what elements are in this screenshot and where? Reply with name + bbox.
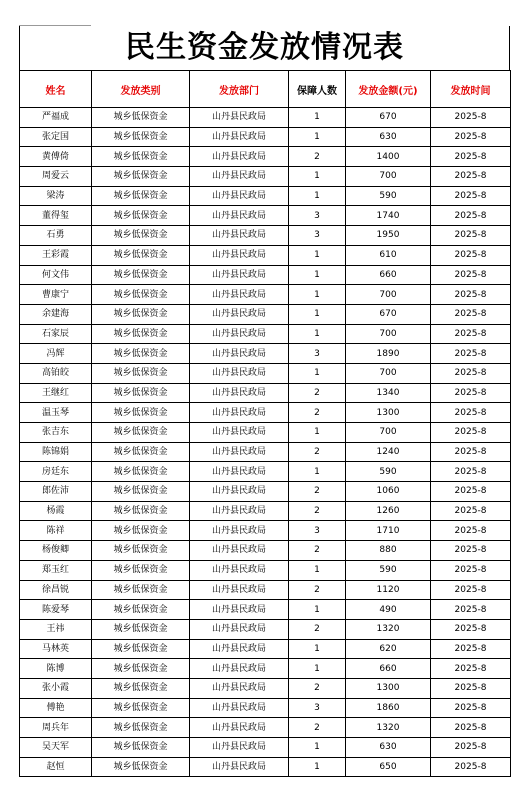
cell-people-count: 2 — [289, 147, 346, 167]
table-row — [20, 363, 511, 383]
cell-department: 山丹县民政局 — [190, 678, 289, 698]
cell-department: 山丹县民政局 — [190, 738, 289, 758]
cell-amount: 610 — [346, 245, 431, 265]
cell-category: 城乡低保资金 — [92, 403, 190, 423]
cell-department: 山丹县民政局 — [190, 619, 289, 639]
cell-people-count: 2 — [289, 718, 346, 738]
cell-name: 温玉琴 — [20, 403, 92, 423]
header-name: 姓名 — [20, 71, 92, 108]
cell-department: 山丹县民政局 — [190, 698, 289, 718]
cell-category: 城乡低保资金 — [92, 383, 190, 403]
cell-department: 山丹县民政局 — [190, 560, 289, 580]
cell-category: 城乡低保资金 — [92, 639, 190, 659]
cell-name: 王彩霞 — [20, 245, 92, 265]
cell-date: 2025-8 — [431, 403, 511, 423]
table-row — [20, 738, 511, 758]
cell-date: 2025-8 — [431, 206, 511, 226]
cell-name: 陈爱琴 — [20, 600, 92, 620]
cell-amount: 1860 — [346, 698, 431, 718]
cell-date: 2025-8 — [431, 757, 511, 777]
cell-people-count: 2 — [289, 678, 346, 698]
cell-amount: 1950 — [346, 226, 431, 246]
cell-name: 杨俊卿 — [20, 541, 92, 561]
cell-department: 山丹县民政局 — [190, 265, 289, 285]
cell-name: 石家辰 — [20, 324, 92, 344]
cell-people-count: 1 — [289, 127, 346, 147]
cell-department: 山丹县民政局 — [190, 226, 289, 246]
table-row — [20, 127, 511, 147]
cell-department: 山丹县民政局 — [190, 285, 289, 305]
cell-date: 2025-8 — [431, 541, 511, 561]
cell-date: 2025-8 — [431, 245, 511, 265]
table-row — [20, 285, 511, 305]
cell-date: 2025-8 — [431, 285, 511, 305]
cell-amount: 700 — [346, 285, 431, 305]
cell-amount: 660 — [346, 659, 431, 679]
cell-department: 山丹县民政局 — [190, 718, 289, 738]
cell-department: 山丹县民政局 — [190, 639, 289, 659]
cell-name: 周兵年 — [20, 718, 92, 738]
table-body — [20, 108, 511, 777]
cell-date: 2025-8 — [431, 265, 511, 285]
cell-category: 城乡低保资金 — [92, 698, 190, 718]
table-row — [20, 757, 511, 777]
cell-category: 城乡低保资金 — [92, 147, 190, 167]
cell-name: 郑玉红 — [20, 560, 92, 580]
cell-category: 城乡低保资金 — [92, 265, 190, 285]
cell-department: 山丹县民政局 — [190, 304, 289, 324]
cell-date: 2025-8 — [431, 127, 511, 147]
cell-date: 2025-8 — [431, 738, 511, 758]
cell-name: 石勇 — [20, 226, 92, 246]
cell-department: 山丹县民政局 — [190, 167, 289, 187]
cell-people-count: 2 — [289, 619, 346, 639]
cell-people-count: 1 — [289, 738, 346, 758]
cell-people-count: 3 — [289, 344, 346, 364]
cell-amount: 670 — [346, 304, 431, 324]
cell-category: 城乡低保资金 — [92, 738, 190, 758]
cell-category: 城乡低保资金 — [92, 206, 190, 226]
cell-name: 郎佐沛 — [20, 482, 92, 502]
cell-amount: 1120 — [346, 580, 431, 600]
cell-people-count: 2 — [289, 403, 346, 423]
cell-category: 城乡低保资金 — [92, 541, 190, 561]
table-row — [20, 186, 511, 206]
cell-amount: 700 — [346, 423, 431, 443]
cell-amount: 1260 — [346, 501, 431, 521]
cell-name: 余建海 — [20, 304, 92, 324]
table-row — [20, 600, 511, 620]
cell-name: 杨霞 — [20, 501, 92, 521]
header-department: 发放部门 — [190, 71, 289, 108]
cell-category: 城乡低保资金 — [92, 560, 190, 580]
cell-people-count: 1 — [289, 757, 346, 777]
cell-department: 山丹县民政局 — [190, 423, 289, 443]
cell-amount: 620 — [346, 639, 431, 659]
cell-people-count: 1 — [289, 265, 346, 285]
table-row — [20, 147, 511, 167]
cell-department: 山丹县民政局 — [190, 324, 289, 344]
cell-people-count: 1 — [289, 560, 346, 580]
table-row — [20, 619, 511, 639]
cell-category: 城乡低保资金 — [92, 127, 190, 147]
cell-name: 黄傅倚 — [20, 147, 92, 167]
cell-date: 2025-8 — [431, 344, 511, 364]
cell-department: 山丹县民政局 — [190, 757, 289, 777]
cell-amount: 880 — [346, 541, 431, 561]
cell-amount: 590 — [346, 186, 431, 206]
cell-amount: 1300 — [346, 403, 431, 423]
table-row — [20, 560, 511, 580]
cell-category: 城乡低保资金 — [92, 442, 190, 462]
header-people-count: 保障人数 — [289, 71, 346, 108]
cell-name: 张定国 — [20, 127, 92, 147]
cell-date: 2025-8 — [431, 108, 511, 128]
cell-people-count: 1 — [289, 285, 346, 305]
cell-department: 山丹县民政局 — [190, 580, 289, 600]
cell-people-count: 1 — [289, 659, 346, 679]
cell-date: 2025-8 — [431, 600, 511, 620]
cell-department: 山丹县民政局 — [190, 462, 289, 482]
cell-people-count: 1 — [289, 363, 346, 383]
table-row — [20, 167, 511, 187]
cell-people-count: 2 — [289, 442, 346, 462]
cell-department: 山丹县民政局 — [190, 383, 289, 403]
cell-date: 2025-8 — [431, 226, 511, 246]
cell-name: 房廷东 — [20, 462, 92, 482]
cell-department: 山丹县民政局 — [190, 344, 289, 364]
table-row — [20, 698, 511, 718]
cell-department: 山丹县民政局 — [190, 403, 289, 423]
cell-category: 城乡低保资金 — [92, 423, 190, 443]
cell-category: 城乡低保资金 — [92, 580, 190, 600]
table-row — [20, 482, 511, 502]
cell-department: 山丹县民政局 — [190, 541, 289, 561]
cell-date: 2025-8 — [431, 442, 511, 462]
cell-amount: 1890 — [346, 344, 431, 364]
cell-date: 2025-8 — [431, 482, 511, 502]
cell-department: 山丹县民政局 — [190, 245, 289, 265]
cell-name: 曹康宁 — [20, 285, 92, 305]
cell-name: 吴天军 — [20, 738, 92, 758]
cell-amount: 1320 — [346, 619, 431, 639]
cell-amount: 590 — [346, 560, 431, 580]
table-row — [20, 403, 511, 423]
cell-date: 2025-8 — [431, 501, 511, 521]
cell-name: 周爱云 — [20, 167, 92, 187]
cell-category: 城乡低保资金 — [92, 226, 190, 246]
cell-people-count: 1 — [289, 304, 346, 324]
table-row — [20, 462, 511, 482]
cell-department: 山丹县民政局 — [190, 659, 289, 679]
table-row — [20, 383, 511, 403]
cell-department: 山丹县民政局 — [190, 501, 289, 521]
cell-people-count: 1 — [289, 600, 346, 620]
cell-date: 2025-8 — [431, 363, 511, 383]
table-header-row — [20, 71, 511, 108]
table-row — [20, 245, 511, 265]
cell-department: 山丹县民政局 — [190, 482, 289, 502]
table-row — [20, 678, 511, 698]
cell-category: 城乡低保资金 — [92, 619, 190, 639]
cell-name: 王继红 — [20, 383, 92, 403]
cell-amount: 1710 — [346, 521, 431, 541]
cell-amount: 700 — [346, 363, 431, 383]
table-row — [20, 501, 511, 521]
cell-amount: 490 — [346, 600, 431, 620]
cell-date: 2025-8 — [431, 167, 511, 187]
cell-amount: 660 — [346, 265, 431, 285]
cell-amount: 1400 — [346, 147, 431, 167]
cell-category: 城乡低保资金 — [92, 757, 190, 777]
cell-department: 山丹县民政局 — [190, 442, 289, 462]
cell-date: 2025-8 — [431, 521, 511, 541]
cell-department: 山丹县民政局 — [190, 521, 289, 541]
cell-name: 董得玺 — [20, 206, 92, 226]
cell-date: 2025-8 — [431, 718, 511, 738]
cell-name: 冯辉 — [20, 344, 92, 364]
cell-department: 山丹县民政局 — [190, 363, 289, 383]
cell-category: 城乡低保资金 — [92, 167, 190, 187]
table-row — [20, 718, 511, 738]
cell-date: 2025-8 — [431, 678, 511, 698]
cell-amount: 700 — [346, 324, 431, 344]
cell-people-count: 2 — [289, 580, 346, 600]
cell-amount: 1740 — [346, 206, 431, 226]
cell-date: 2025-8 — [431, 423, 511, 443]
table-row — [20, 541, 511, 561]
cell-name: 严福成 — [20, 108, 92, 128]
cell-date: 2025-8 — [431, 462, 511, 482]
header-amount: 发放金额(元) — [346, 71, 431, 108]
table-row — [20, 226, 511, 246]
cell-people-count: 2 — [289, 501, 346, 521]
cell-name: 傅艳 — [20, 698, 92, 718]
cell-category: 城乡低保资金 — [92, 186, 190, 206]
cell-category: 城乡低保资金 — [92, 521, 190, 541]
cell-category: 城乡低保资金 — [92, 344, 190, 364]
cell-date: 2025-8 — [431, 619, 511, 639]
cell-people-count: 3 — [289, 521, 346, 541]
cell-people-count: 3 — [289, 206, 346, 226]
table-row — [20, 344, 511, 364]
cell-category: 城乡低保资金 — [92, 285, 190, 305]
cell-name: 张吉东 — [20, 423, 92, 443]
header-category: 发放类别 — [92, 71, 190, 108]
table-row — [20, 304, 511, 324]
cell-category: 城乡低保资金 — [92, 462, 190, 482]
cell-date: 2025-8 — [431, 580, 511, 600]
cell-people-count: 1 — [289, 108, 346, 128]
cell-amount: 590 — [346, 462, 431, 482]
cell-people-count: 1 — [289, 167, 346, 187]
cell-people-count: 2 — [289, 541, 346, 561]
cell-department: 山丹县民政局 — [190, 186, 289, 206]
table-row — [20, 580, 511, 600]
cell-people-count: 3 — [289, 226, 346, 246]
cell-category: 城乡低保资金 — [92, 245, 190, 265]
table-row — [20, 206, 511, 226]
cell-department: 山丹县民政局 — [190, 600, 289, 620]
cell-people-count: 1 — [289, 639, 346, 659]
cell-name: 陈祥 — [20, 521, 92, 541]
table-row — [20, 423, 511, 443]
table-row — [20, 659, 511, 679]
cell-date: 2025-8 — [431, 639, 511, 659]
cell-amount: 670 — [346, 108, 431, 128]
table-row — [20, 639, 511, 659]
cell-people-count: 1 — [289, 186, 346, 206]
cell-date: 2025-8 — [431, 324, 511, 344]
cell-people-count: 2 — [289, 383, 346, 403]
cell-date: 2025-8 — [431, 186, 511, 206]
cell-department: 山丹县民政局 — [190, 127, 289, 147]
cell-date: 2025-8 — [431, 659, 511, 679]
cell-amount: 1240 — [346, 442, 431, 462]
cell-name: 王祎 — [20, 619, 92, 639]
cell-date: 2025-8 — [431, 560, 511, 580]
cell-date: 2025-8 — [431, 383, 511, 403]
table-row — [20, 265, 511, 285]
cell-date: 2025-8 — [431, 147, 511, 167]
table-row — [20, 324, 511, 344]
cell-amount: 700 — [346, 167, 431, 187]
cell-name: 陈博 — [20, 659, 92, 679]
cell-amount: 1060 — [346, 482, 431, 502]
header-date: 发放时间 — [431, 71, 511, 108]
cell-category: 城乡低保资金 — [92, 678, 190, 698]
cell-people-count: 1 — [289, 423, 346, 443]
cell-name: 徐昌锐 — [20, 580, 92, 600]
cell-name: 赵恒 — [20, 757, 92, 777]
cell-amount: 630 — [346, 127, 431, 147]
cell-amount: 1300 — [346, 678, 431, 698]
cell-people-count: 1 — [289, 462, 346, 482]
cell-department: 山丹县民政局 — [190, 147, 289, 167]
cell-amount: 630 — [346, 738, 431, 758]
table-row — [20, 521, 511, 541]
cell-category: 城乡低保资金 — [92, 718, 190, 738]
table-row — [20, 108, 511, 128]
cell-category: 城乡低保资金 — [92, 363, 190, 383]
cell-people-count: 1 — [289, 324, 346, 344]
cell-people-count: 2 — [289, 482, 346, 502]
cell-name: 张小霞 — [20, 678, 92, 698]
cell-category: 城乡低保资金 — [92, 659, 190, 679]
cell-people-count: 3 — [289, 698, 346, 718]
payment-table — [19, 70, 511, 777]
cell-category: 城乡低保资金 — [92, 304, 190, 324]
table-row — [20, 442, 511, 462]
cell-department: 山丹县民政局 — [190, 108, 289, 128]
payment-sheet — [19, 26, 510, 777]
cell-department: 山丹县民政局 — [190, 206, 289, 226]
cell-amount: 1340 — [346, 383, 431, 403]
cell-category: 城乡低保资金 — [92, 482, 190, 502]
cell-name: 马林英 — [20, 639, 92, 659]
cell-amount: 650 — [346, 757, 431, 777]
cell-people-count: 1 — [289, 245, 346, 265]
cell-name: 陈锦娟 — [20, 442, 92, 462]
cell-name: 何文伟 — [20, 265, 92, 285]
cell-name: 高铂皎 — [20, 363, 92, 383]
cell-date: 2025-8 — [431, 698, 511, 718]
cell-category: 城乡低保资金 — [92, 501, 190, 521]
cell-amount: 1320 — [346, 718, 431, 738]
cell-category: 城乡低保资金 — [92, 600, 190, 620]
cell-category: 城乡低保资金 — [92, 324, 190, 344]
cell-category: 城乡低保资金 — [92, 108, 190, 128]
cell-name: 梁涛 — [20, 186, 92, 206]
cell-date: 2025-8 — [431, 304, 511, 324]
page-title: 民生资金发放情况表 — [19, 26, 510, 70]
